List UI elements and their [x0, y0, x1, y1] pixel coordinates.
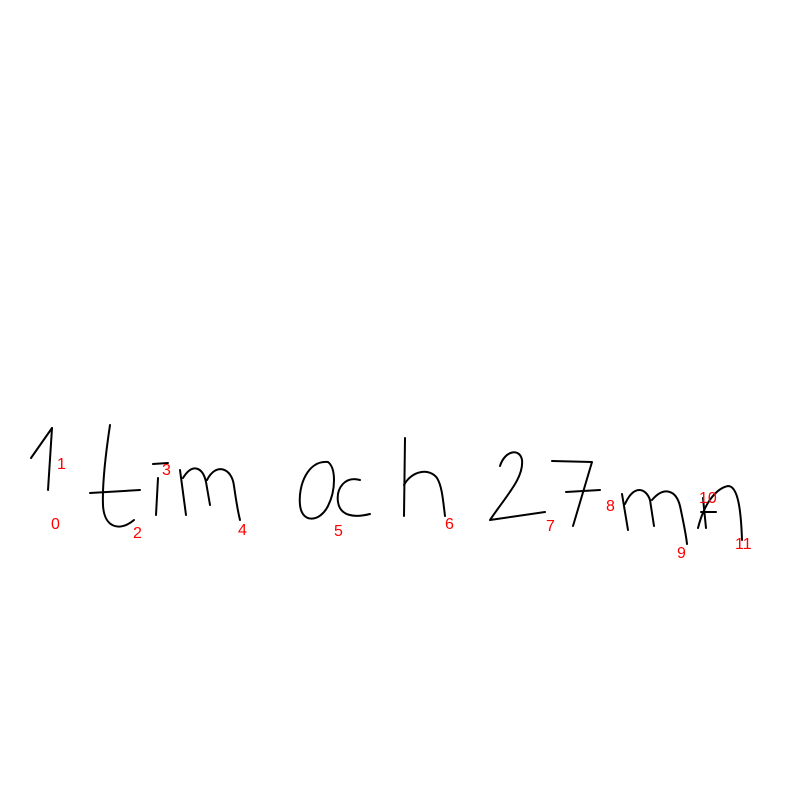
stroke-label: 2	[133, 525, 142, 542]
stroke-label: 10	[699, 490, 717, 507]
stroke-label: 6	[445, 516, 454, 533]
stroke-label: 11	[735, 536, 752, 553]
stroke-label: 8	[606, 498, 615, 515]
stroke-label: 4	[238, 522, 247, 539]
stroke-label: 3	[162, 462, 171, 479]
stroke-label: 1	[57, 456, 66, 473]
stroke-label: 5	[334, 523, 343, 540]
stroke-label: 0	[51, 516, 60, 533]
stroke-label: 9	[677, 545, 686, 562]
stroke-label: 7	[546, 518, 555, 535]
stroke-h-stem	[404, 438, 405, 516]
